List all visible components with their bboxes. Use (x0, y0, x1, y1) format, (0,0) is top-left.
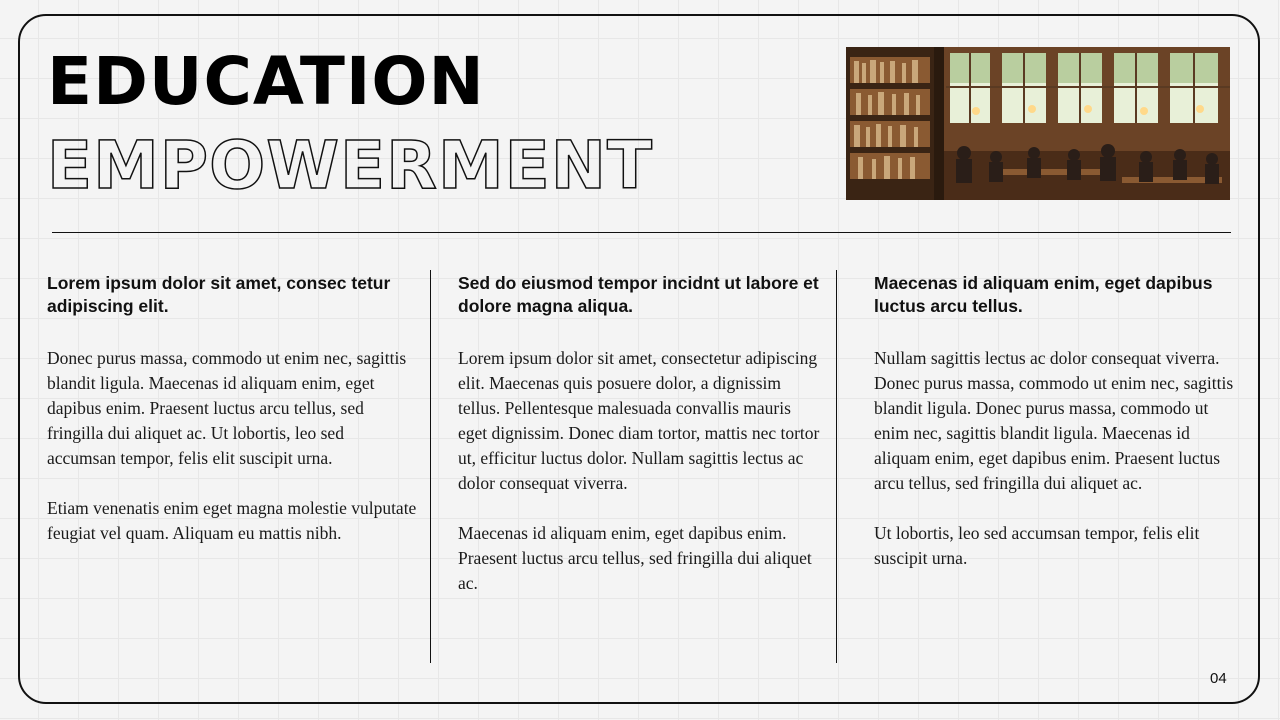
column-paragraph: Maecenas id aliquam enim, eget dapibus enim. Praesent luctus arcu tellus, sed fringilla dui aliquet ac. (458, 523, 812, 593)
column-divider (836, 270, 837, 663)
column-paragraph: Lorem ipsum dolor sit amet, consectetur adipiscing elit. Maecenas quis posuere dolor, a dignissim tellus. Pellentesque malesuada convallis mauris eget dignissim. Donec diam tortor, mattis nec tortor ut, efficitur luctus dolor. Nullam sagittis lectus ac dolor consequat viverra. (458, 348, 820, 493)
column-divider (430, 270, 431, 663)
title-education: EDUCATION (47, 43, 485, 120)
column-heading: Sed do eiusmod tempor incidnt ut labore et dolore magna aliqua. (458, 273, 819, 316)
title-empowerment-outline: EMPOWERMENT (47, 127, 653, 204)
column-heading: Lorem ipsum dolor sit amet, consec tetur adipiscing elit. (47, 273, 391, 316)
text-column-2 (458, 272, 820, 596)
text-column-1 (47, 272, 417, 546)
text-column-3 (874, 272, 1234, 571)
column-paragraph: Donec purus massa, commodo ut enim nec, sagittis blandit ligula. Maecenas id aliquam enim, eget dapibus enim. Praesent luctus arcu tellus, sed fringilla dui aliquet ac. Ut lobortis, leo sed accumsan tempor, felis elit suscipit urna. (47, 348, 407, 468)
column-paragraph: Ut lobortis, leo sed accumsan tempor, felis elit suscipit urna. (874, 523, 1200, 568)
header-divider (52, 232, 1231, 233)
library-photo (846, 47, 1230, 200)
column-paragraph: Nullam sagittis lectus ac dolor consequat viverra. Donec purus massa, commodo ut enim nec, sagittis blandit ligula. Donec purus massa, commodo ut enim nec, sagittis blandit ligula. Maecenas id aliquam enim, eget dapibus enim. Praesent luctus arcu tellus, sed fringilla dui aliquet ac. (874, 348, 1234, 493)
column-paragraph: Etiam venenatis enim eget magna molestie vulputate feugiat vel quam. Aliquam eu mattis nibh. (47, 498, 417, 543)
page-number: 04 (1210, 670, 1227, 687)
column-heading: Maecenas id aliquam enim, eget dapibus luctus arcu tellus. (874, 273, 1213, 316)
